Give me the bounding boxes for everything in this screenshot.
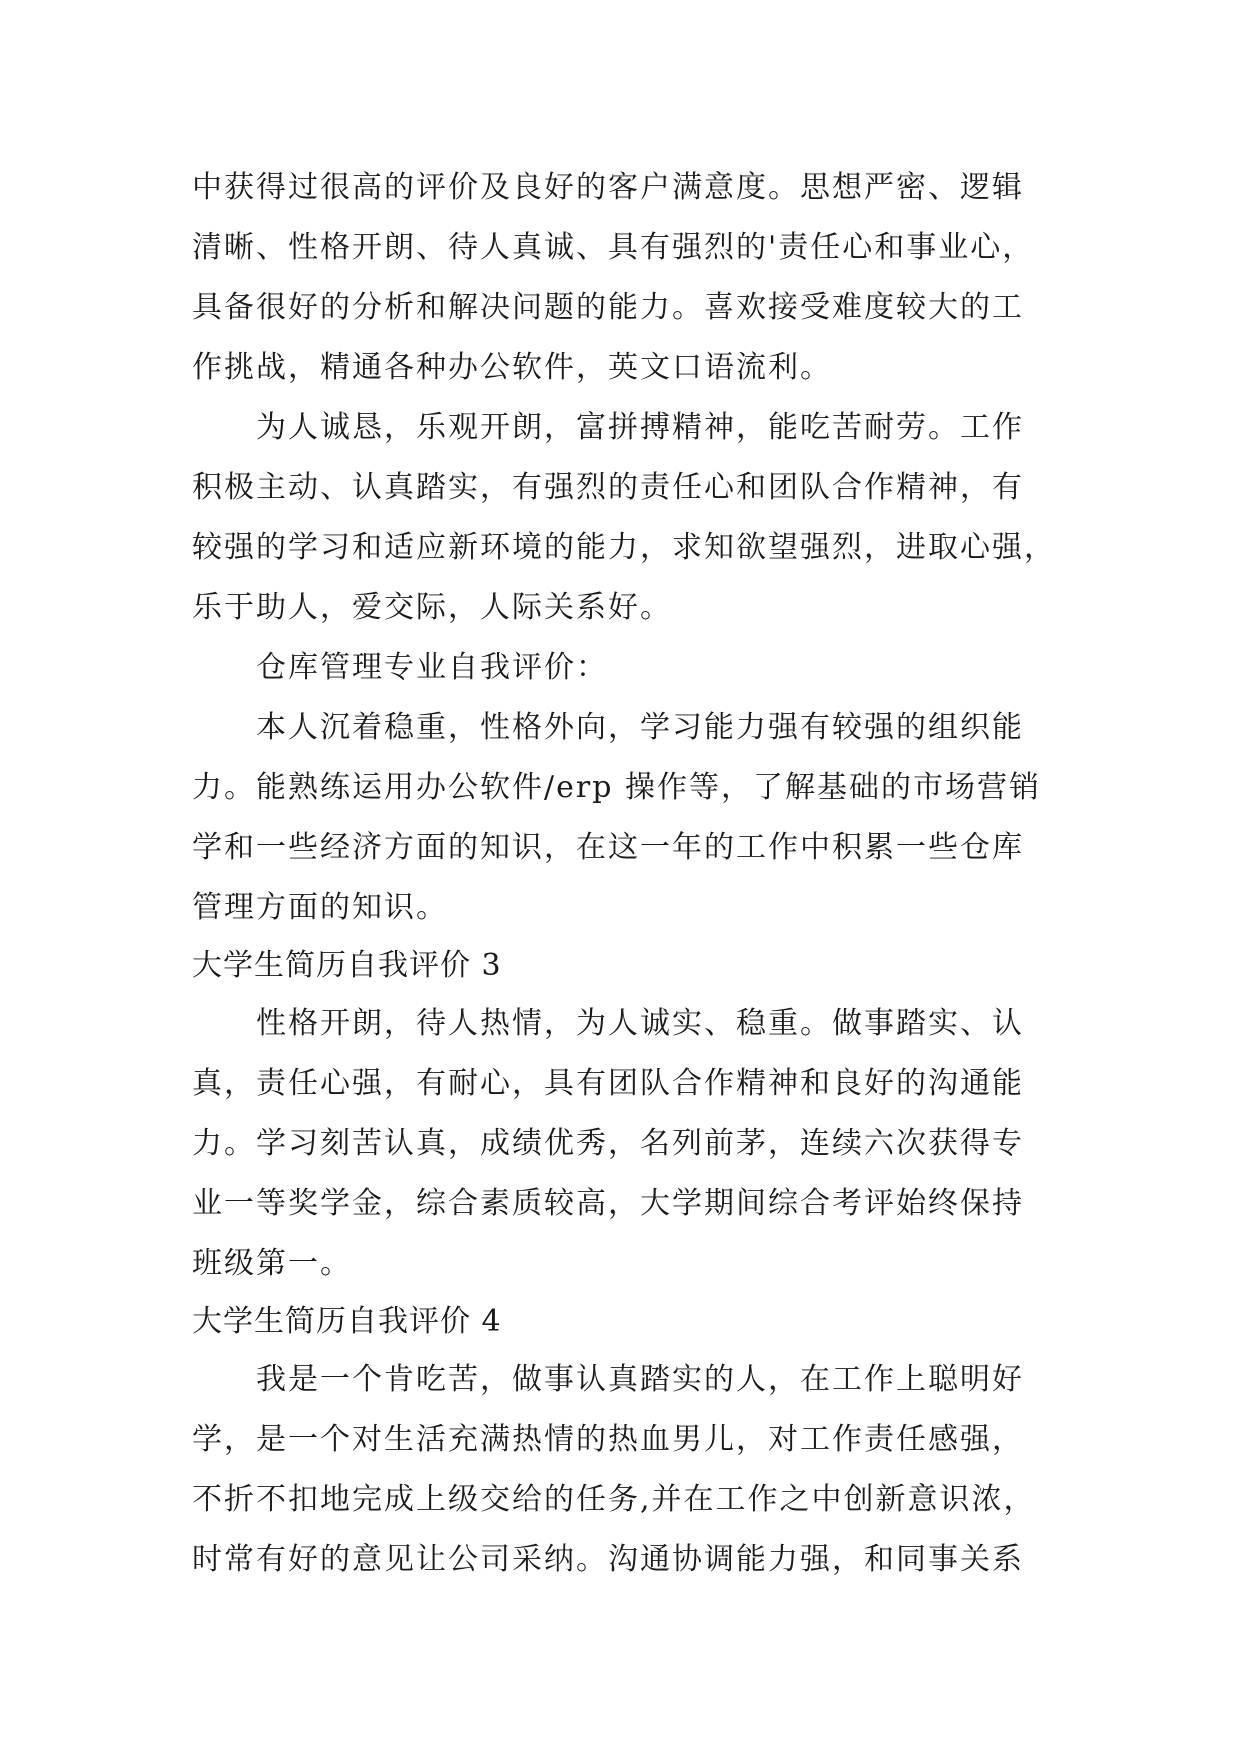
text-line: 积极主动、认真踏实，有强烈的责任心和团队合作精神，有 [192,470,1024,505]
section-heading: 大学生简历自我评价 3 [192,948,502,983]
text-line: 具备很好的分析和解决问题的能力。喜欢接受难度较大的工 [192,290,1024,325]
text-line: 班级第一。 [192,1246,352,1281]
text-line: 力。学习刻苦认真，成绩优秀，名列前茅，连续六次获得专 [192,1126,1024,1161]
text-line: 真，责任心强，有耐心，具有团队合作精神和良好的沟通能 [192,1066,1024,1101]
text-line: 管理方面的知识。 [192,890,448,925]
text-line: 清晰、性格开朗、待人真诚、具有强烈的'责任心和事业心， [192,230,1035,265]
text-line: 力。能熟练运用办公软件/erp 操作等，了解基础的市场营销 [192,770,1041,805]
text-line: 中获得过很高的评价及良好的客户满意度。思想严密、逻辑 [192,170,1024,205]
text-line: 时常有好的意见让公司采纳。沟通协调能力强，和同事关系 [192,1542,1024,1577]
section-heading: 大学生简历自我评价 4 [192,1304,502,1339]
text-line: 为人诚恳，乐观开朗，富拼搏精神，能吃苦耐劳。工作 [256,410,1024,445]
text-line: 本人沉着稳重，性格外向，学习能力强有较强的组织能 [256,710,1024,745]
document-body [192,158,1072,1590]
text-line: 我是一个肯吃苦，做事认真踏实的人，在工作上聪明好 [256,1362,1024,1397]
text-line: 业一等奖学金，综合素质较高，大学期间综合考评始终保持 [192,1186,1024,1221]
text-line: 学和一些经济方面的知识，在这一年的工作中积累一些仓库 [192,830,1024,865]
text-line: 乐于助人，爱交际，人际关系好。 [192,590,672,625]
text-line: 较强的学习和适应新环境的能力，求知欲望强烈，进取心强， [192,530,1056,565]
text-line: 不折不扣地完成上级交给的任务,并在工作之中创新意识浓， [192,1482,1036,1517]
text-line: 作挑战，精通各种办公软件，英文口语流利。 [192,350,832,385]
text-line: 性格开朗，待人热情，为人诚实、稳重。做事踏实、认 [256,1006,1024,1041]
text-line: 仓库管理专业自我评价： [256,650,608,685]
text-line: 学，是一个对生活充满热情的热血男儿，对工作责任感强， [192,1422,1024,1457]
